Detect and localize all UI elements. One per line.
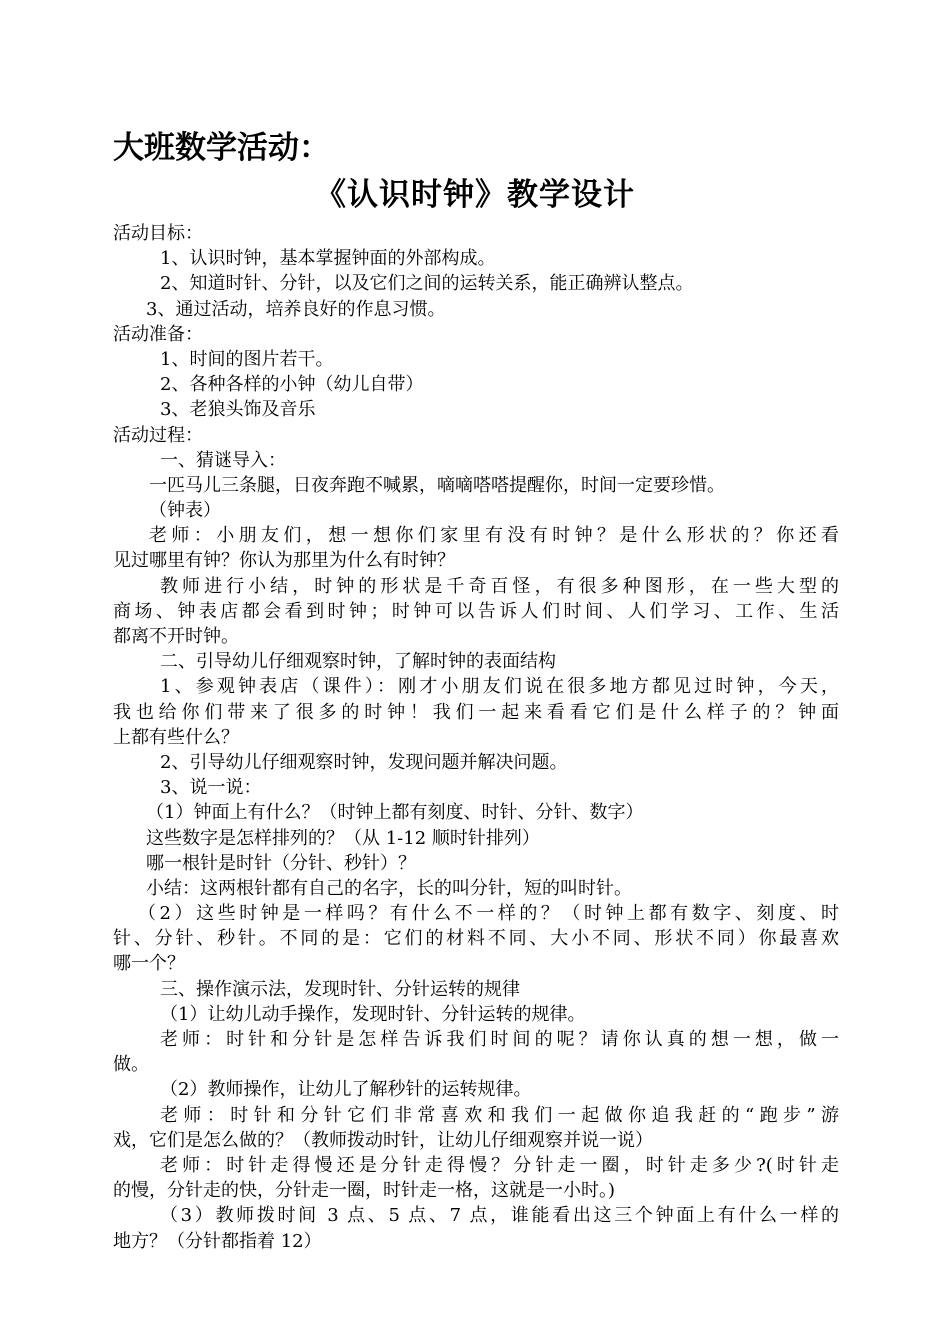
paragraph-line: （钟表） (149, 500, 221, 522)
preparation-item: 3、老狼头饰及音乐 (160, 399, 316, 421)
paragraph-line: 一匹马儿三条腿，日夜奔跑不喊累，嘀嘀嗒嗒提醒你，时间一定要珍惜。 (149, 474, 725, 496)
paragraph-line: 哪一根针是时针（分针、秒针）？ (146, 852, 416, 874)
paragraph-line: 见过哪里有钟？你认为那里为什么有时钟？ (113, 550, 455, 572)
paragraph-line: 的慢，分针走的快，分针走一圈，时针走一格，这就是一小时。) (113, 1180, 616, 1202)
paragraph-line: 老师：时针和分针是怎样告诉我们时间的呢？请你认真的想一想，做一 (160, 1029, 839, 1050)
paragraph-line: （2）这些时钟是一样吗？有什么不一样的？（时钟上都有数字、刻度、时 (138, 903, 839, 925)
paragraph-line: （2）教师操作，让幼儿了解秒针的运转规律。 (160, 1079, 532, 1101)
paragraph-line: 我也给你们带来了很多的时钟！我们一起来看看它们是什么样子的？钟面 (113, 701, 839, 723)
process-step-heading: 二、引导幼儿仔细观察时钟，了解时钟的表面结构 (160, 651, 556, 673)
document-title-line2: 《认识时钟》教学设计 (315, 177, 635, 213)
section-heading-preparation: 活动准备： (113, 323, 203, 345)
preparation-item: 2、各种各样的小钟（幼儿自带） (160, 374, 424, 396)
paragraph-line: （1）让幼儿动手操作，发现时针、分针运转的规律。 (160, 1003, 586, 1025)
goal-item: 3、通过活动，培养良好的作息习惯。 (146, 298, 446, 320)
section-heading-goals: 活动目标： (113, 223, 203, 244)
preparation-item: 1、时间的图片若干。 (160, 348, 334, 370)
paragraph-line: 老师：时针走得慢还是分针走得慢？分针走一圈，时针走多少?(时针走 (160, 1154, 839, 1176)
paragraph-line: 都离不开时钟。 (113, 626, 239, 647)
paragraph-line: 老师：时针和分针它们非常喜欢和我们一起做你追我赶的“跑步”游 (160, 1104, 839, 1126)
paragraph-line: 3、说一说： (160, 777, 262, 799)
paragraph-line: 针、分针、秒针。不同的是：它们的材料不同、大小不同、形状不同）你最喜欢 (113, 928, 839, 950)
document-title-line1: 大班数学活动： (113, 130, 330, 166)
paragraph-line: 哪一个？ (113, 953, 185, 975)
paragraph-line: 1、参观钟表店（课件）：刚才小朋友们说在很多地方都见过时钟，今天， (160, 676, 839, 698)
paragraph-line: （1）钟面上有什么？（时钟上都有刻度、时针、分针、数字） (146, 802, 644, 824)
paragraph-line: 做。 (113, 1054, 149, 1076)
goal-item: 1、认识时钟，基本掌握钟面的外部构成。 (160, 248, 496, 270)
paragraph-line: （3）教师拨时间 3 点、5 点、7 点，谁能看出这三个钟面上有什么一样的 (160, 1205, 839, 1227)
paragraph-line: 商场、钟表店都会看到时钟；时钟可以告诉人们时间、人们学习、工作、生活 (113, 600, 839, 622)
paragraph-line: 戏，它们是怎么做的？（教师拨动时针，让幼儿仔细观察并说一说） (113, 1129, 653, 1151)
paragraph-line: 2、引导幼儿仔细观察时钟，发现问题并解决问题。 (160, 751, 568, 773)
process-step-heading: 三、操作演示法，发现时针、分针运转的规律 (160, 978, 520, 1000)
paragraph-line: 上都有些什么？ (113, 726, 239, 748)
section-heading-process: 活动过程： (113, 424, 203, 446)
paragraph-line: 老师：小朋友们，想一想你们家里有没有时钟？是什么形状的？你还看 (149, 525, 839, 547)
paragraph-line: 这些数字是怎样排列的？（从 1-12 顺时针排列） (146, 827, 540, 849)
paragraph-line: 小结：这两根针都有自己的名字，长的叫分针，短的叫时针。 (146, 877, 632, 899)
document-body (113, 221, 839, 1254)
paragraph-line: 教师进行小结，时钟的形状是千奇百怪，有很多种图形，在一些大型的 (160, 575, 839, 597)
goal-item: 2、知道时针、分针，以及它们之间的运转关系，能正确辨认整点。 (160, 273, 694, 295)
process-step-heading: 一、猜谜导入： (160, 449, 286, 471)
paragraph-line: 地方？（分针都指着 12） (113, 1230, 322, 1252)
